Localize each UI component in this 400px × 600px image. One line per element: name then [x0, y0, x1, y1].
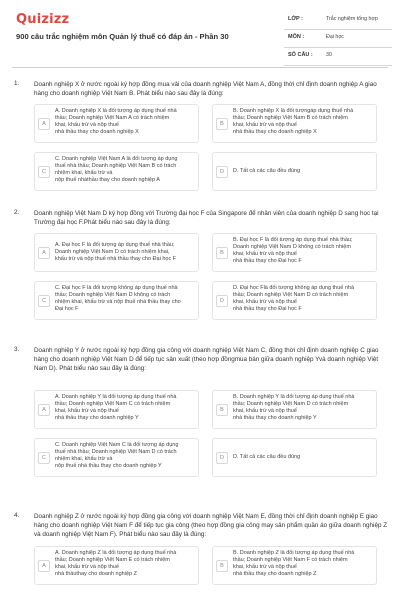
- answer-option-b[interactable]: [212, 390, 377, 429]
- option-letter: A: [38, 560, 50, 572]
- option-letter: A: [38, 118, 50, 130]
- option-text: B. Doanh nghiệp X là đối tượngáp dụng thuế nhà thầu; Doanh nghiệp Việt Nam B có trách nhiệm khai, khấu trừ và nộp thuế nhà thầu thay cho doanh nghiệp X: [233, 108, 354, 135]
- option-text: C. Doanh nghiệp Việt Nam A là đối tượng áp dụng thuế nhà thầu; Doanh nghiệp Việt Nam B có trách nhiệm khai, khấu trừ và nộp thuế nhàthầu thay cho doanh nghiệp A: [55, 156, 178, 183]
- meta-row-subject: [284, 32, 392, 48]
- meta-value: Trắc nghiệm tổng hợp: [326, 16, 378, 22]
- meta-label: LỚP :: [288, 16, 303, 22]
- option-text: A. Đại học F là đối tượng áp dụng thuế nhà thầu; Doanh nghiệp Việt Nam D có trách nhiệm khai, khấu trừ và nộp thuế nhà thầu thay cho Đại học F: [55, 242, 177, 262]
- worksheet-meta: [284, 14, 392, 68]
- question-number: 3.: [14, 346, 20, 353]
- option-letter: B: [216, 118, 228, 130]
- question-text: Doanh nghiệp Y ở nước ngoài ký hợp đồng gia công với doanh nghiệp Việt Nam C, đồng thời chỉ định doanh nghiệp C giao hàng cho doanh nghiệp Việt Nam D để tiếp tục sản xuất (theo hợp đồngmua bán giữa doanh nghiệp Yvà doanh nghiệp Việt Nam D). Phát biểu nào sau đây là đúng:: [34, 347, 379, 372]
- answer-option-a[interactable]: [34, 546, 199, 585]
- option-letter: A: [38, 247, 50, 259]
- option-text: D. Tất cả các câu đều đúng: [233, 168, 301, 174]
- option-letter: B: [216, 404, 228, 416]
- option-letter: B: [216, 560, 228, 572]
- answer-option-b[interactable]: [212, 546, 377, 585]
- option-letter: A: [38, 404, 50, 416]
- answer-option-d[interactable]: [212, 438, 377, 477]
- option-text: D. Tất cả các câu đều đúng: [233, 454, 301, 460]
- option-text: B. Đại học F là đối tượng áp dụng thuế nhà thầu; Doanh nghiệp Việt Nam D không có trách nhiệm khai, khấu trừ và nộp thuế nhà thầu thay cho Đại học F: [233, 237, 353, 264]
- option-letter: D: [216, 295, 228, 307]
- option-letter: D: [216, 166, 228, 178]
- answer-option-d[interactable]: [212, 152, 377, 191]
- answer-option-d[interactable]: [212, 281, 377, 320]
- question-number: 4.: [14, 512, 20, 519]
- option-text: A. Doanh nghiệp Z là đối tượng áp dụng thuế nhà thầu; Doanh nghiệp Việt Nam E có trách nhiệm khai, khấu trừ và nộp thuế nhà thầuthay cho doanh nghiệp Z: [55, 550, 177, 577]
- answer-option-c[interactable]: [34, 281, 199, 320]
- option-text: D. Đại học Flà đối tượng không áp dụng thuế nhà thầu; Doanh nghiệp Việt Nam D có trách nhiệm khai, khấu trừ và nộp thuế nhà thầu thay cho Đại học F: [233, 285, 355, 312]
- answer-option-a[interactable]: [34, 390, 199, 429]
- option-text: C. Đại học F là đối tượng không áp dụng thuế nhà thầu; Doanh nghiệp Việt Nam D không có trách nhiệm khai, khấu trừ và nộp thuế nhà thầu thay cho Đại học F: [55, 285, 181, 312]
- option-letter: C: [38, 452, 50, 464]
- page-title: 900 câu trắc nghiệm môn Quản lý thuế có đáp án - Phần 30: [16, 32, 229, 41]
- answer-option-c[interactable]: [34, 152, 199, 191]
- question-number: 2.: [14, 209, 20, 216]
- worksheet-header: [0, 0, 400, 66]
- answer-option-b[interactable]: [212, 233, 377, 272]
- question-text: Doanh nghiệp Z ở nước ngoài ký hợp đồng gia công với doanh nghiệp Việt Nam E, đồng thời chỉ định doanh nghiệp E giao hàng cho doanh nghiệp Việt Nam F để tiếp tục gia công (theo hợp đồng gia công may sản phẩm quần áo giữa doanh nghiệp Z và doanh nghiệp Việt Nam F). Phát biểu nào sau đây là đúng:: [34, 513, 388, 538]
- meta-label: MÔN :: [288, 34, 305, 40]
- option-text: A. Doanh nghiệp Y là đối tượng áp dụng thuế nhà thầu; Doanh nghiệp Việt Nam C có trách nhiệm khai, khấu trừ và nộp thuế nhà thầu thay cho doanh nghiệp Y: [55, 394, 177, 421]
- header-divider: [12, 67, 388, 68]
- option-letter: C: [38, 295, 50, 307]
- answer-option-c[interactable]: [34, 438, 199, 477]
- answer-option-a[interactable]: [34, 233, 199, 272]
- meta-value: Đại học: [326, 34, 344, 40]
- option-text: B. Doanh nghiệp Z là đối tượng áp dụng thuế nhà thầu; Doanh nghiệp Việt Nam F có trách nhiệm khai, khấu trừ và nộp thuế nhà thầu thay cho doanh nghiệp Z: [233, 550, 355, 577]
- option-letter: B: [216, 247, 228, 259]
- answer-option-a[interactable]: [34, 104, 199, 143]
- option-text: C. Doanh nghiệp Việt Nam C là đối tượng áp dụng thuế nhà thầu; Doanh nghiệp Việt Nam D có trách nhiệm khai, khấu trừ và nộp thuế nhà thầu thay cho doanh nghiệp Y: [55, 442, 179, 469]
- question-text: Doanh nghiệp X ở nước ngoài ký hợp đồng mua vải của doanh nghiệp Việt Nam A, đồng thời chỉ định doanh nghiệp A giao hàng cho doanh nghiệp Việt Nam B. Phát biểu nào sau đây là đúng:: [34, 81, 377, 97]
- meta-row-class: [284, 14, 392, 30]
- meta-label: SỐ CÂU :: [288, 52, 313, 58]
- option-text: B. Doanh nghiệp Y là đối tượng áp dụng thuế nhà thầu; Doanh nghiệp Việt Nam D có trách nhiệm khai, khấu trừ và nộp thuế nhà thầu thay cho doanh nghiệp Y: [233, 394, 355, 421]
- meta-row-question-count: [284, 50, 392, 66]
- question-text: Doanh nghiệp Việt Nam D ký hợp đồng với Trường đại học F của Singapore để nhân viên của doanh nghiệp D sang học tại Trường đại học F.Phát biểu nào sau đây là đúng:: [34, 210, 379, 226]
- question-number: 1.: [14, 80, 20, 87]
- quizizz-logo[interactable]: Quizizz: [16, 12, 70, 27]
- meta-value: 30: [326, 52, 332, 58]
- option-text: A. Doanh nghiệp X là đối tượng áp dụng thuế nhà thầu; Doanh nghiệp Việt Nam A có trách nhiệm khai, khấu trừ và nộp thuế nhà thầu thay cho doanh nghiệp X: [55, 108, 177, 135]
- option-letter: D: [216, 452, 228, 464]
- option-letter: C: [38, 166, 50, 178]
- answer-option-b[interactable]: [212, 104, 377, 143]
